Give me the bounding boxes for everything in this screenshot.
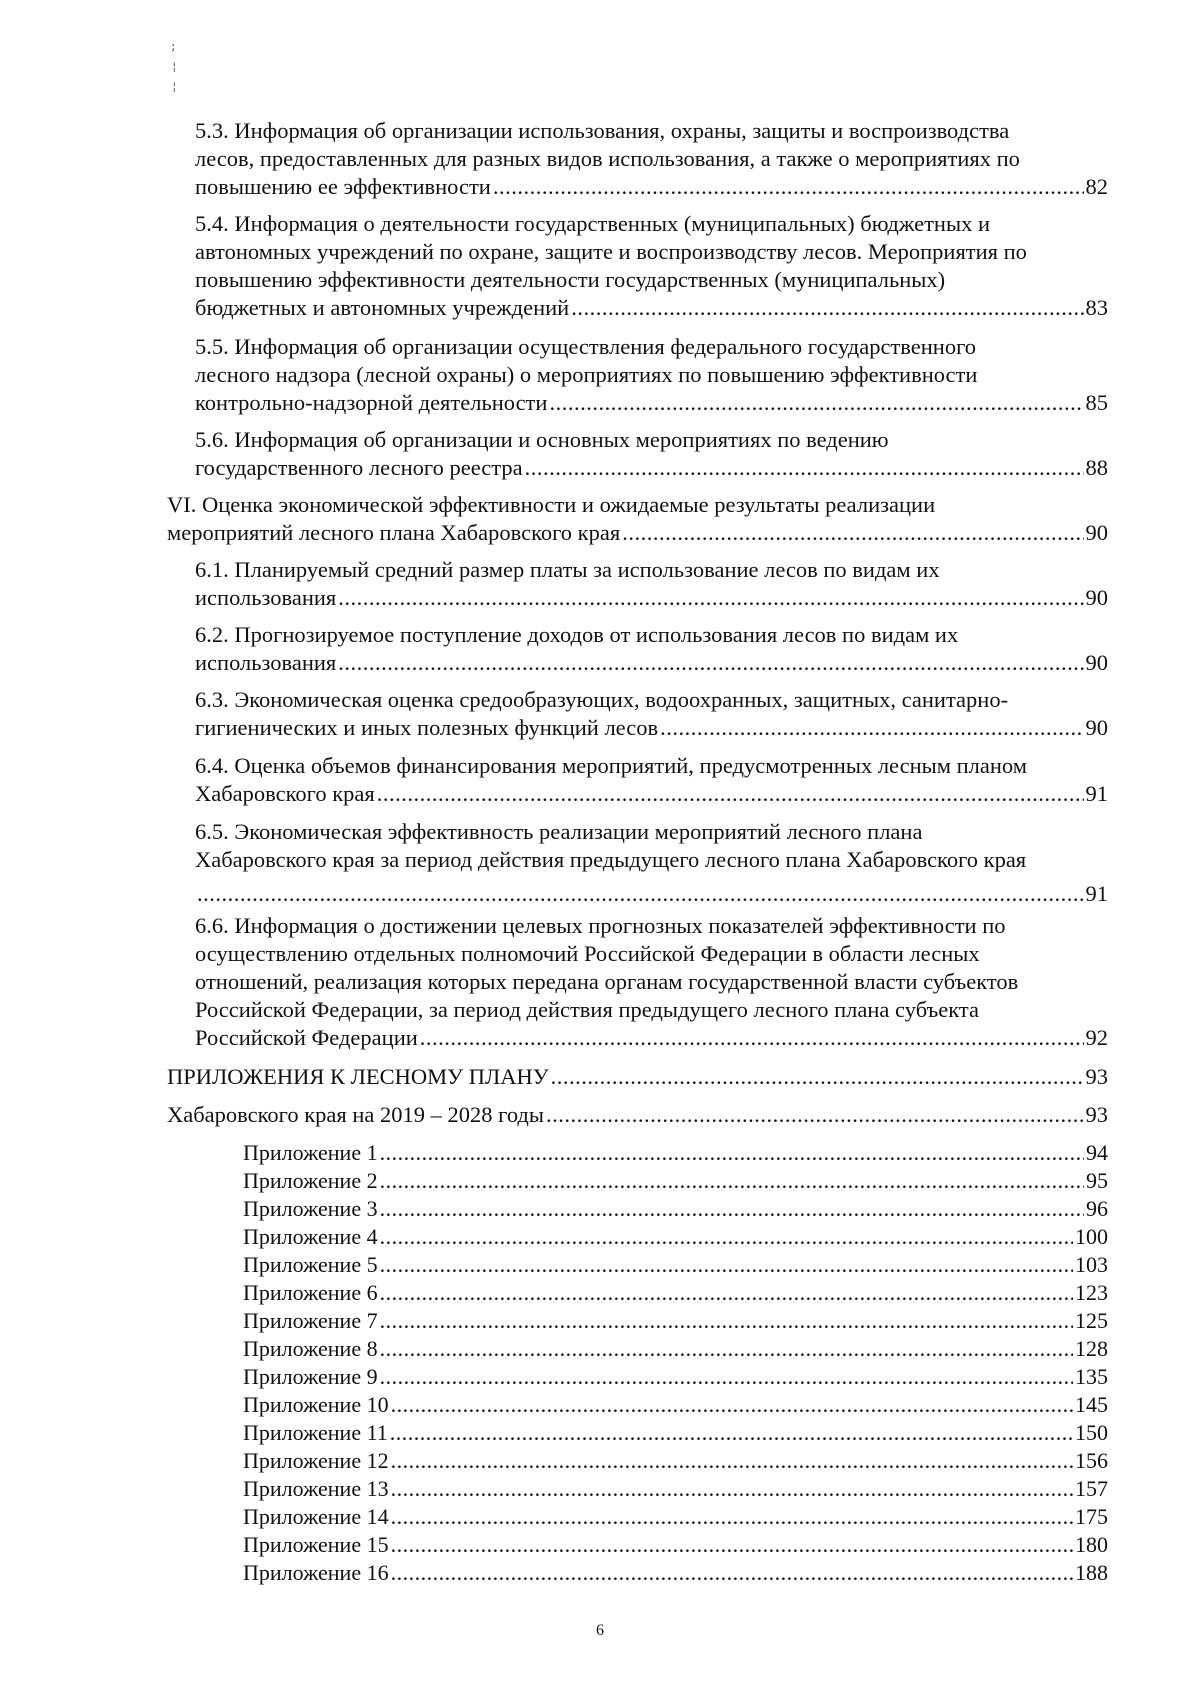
toc-entry-chapter-6 <box>167 491 1108 547</box>
toc-entry-text: гигиенических и иных полезных функций лесов <box>195 715 659 740</box>
dot-leader <box>420 1024 1084 1052</box>
toc-page-number: 175 <box>1075 1504 1108 1529</box>
toc-page-number: 157 <box>1075 1476 1108 1501</box>
toc-entry-text: Хабаровского края за период действия предыдущего лесного плана Хабаровского края <box>195 847 1027 872</box>
toc-page-number: 128 <box>1075 1336 1108 1361</box>
toc-page-number: 90 <box>1085 520 1108 545</box>
dot-leader <box>551 1063 1084 1091</box>
appendix-label: Приложение 10 <box>243 1392 389 1417</box>
toc-entry-6-6 <box>195 912 1108 1052</box>
page-number: 6 <box>596 1622 604 1639</box>
toc-entry-text: автономных учреждений по охране, защите и воспроизводству лесов. Мероприятия по <box>195 239 1027 264</box>
toc-entry-text: бюджетных и автономных учреждений <box>195 295 570 320</box>
list-item <box>243 1307 1108 1335</box>
list-item <box>243 1139 1108 1167</box>
toc-page-number: 188 <box>1075 1560 1108 1585</box>
toc-entry-text: 5.6. Информация об организации и основных мероприятиях по ведению <box>195 427 889 452</box>
dot-leader <box>338 584 1083 612</box>
toc-entry-6-5 <box>195 818 1108 908</box>
toc-entry-5-3 <box>195 117 1108 201</box>
toc-page-number: 180 <box>1075 1532 1108 1557</box>
dot-leader <box>391 1475 1073 1503</box>
dot-leader <box>622 519 1083 547</box>
appendix-label: Приложение 13 <box>243 1476 389 1501</box>
toc-page-number: 82 <box>1085 174 1108 199</box>
toc-page-number: 95 <box>1086 1168 1108 1193</box>
toc-entry-text: Хабаровского края <box>195 781 375 806</box>
list-item <box>243 1223 1108 1251</box>
toc-entry-6-4 <box>195 752 1108 808</box>
toc-entry-text: 6.6. Информация о достижении целевых прогнозных показателей эффективности по <box>195 913 1006 938</box>
list-item <box>243 1251 1108 1279</box>
dot-leader <box>380 1307 1073 1335</box>
toc-entry-text: Российской Федерации, за период действия предыдущего лесного плана субъекта <box>195 997 979 1022</box>
toc-page-number: 93 <box>1085 1064 1108 1089</box>
toc-page-number: 91 <box>1085 781 1108 806</box>
list-item <box>243 1391 1108 1419</box>
toc-page-number: 103 <box>1075 1252 1108 1277</box>
dot-leader <box>380 1223 1073 1251</box>
appendix-label: Приложение 8 <box>243 1336 378 1361</box>
toc-page-number: 156 <box>1075 1448 1108 1473</box>
dot-leader <box>493 173 1084 201</box>
toc-entry-text: повышению ее эффективности <box>195 174 491 199</box>
toc-page-number: 123 <box>1075 1280 1108 1305</box>
toc-page-number: 90 <box>1085 585 1108 610</box>
toc-entry-text: мероприятий лесного плана Хабаровского края <box>167 520 621 545</box>
toc-entry-text: контрольно-надзорной деятельности <box>195 390 548 415</box>
toc-entry-6-3 <box>195 686 1108 742</box>
appendix-label: Приложение 9 <box>243 1364 378 1389</box>
appendix-label: Приложение 14 <box>243 1504 389 1529</box>
list-item <box>243 1503 1108 1531</box>
toc-page-number: 90 <box>1085 650 1108 675</box>
appendix-label: Приложение 5 <box>243 1252 378 1277</box>
appendix-label: Приложение 12 <box>243 1448 389 1473</box>
scan-speck: ¦ <box>171 60 178 73</box>
toc-entry-appendices-subtitle <box>167 1101 1108 1129</box>
list-item <box>243 1559 1108 1587</box>
toc-page-number: 92 <box>1085 1025 1108 1050</box>
toc-entry-text: 6.5. Экономическая эффективность реализации мероприятий лесного плана <box>195 819 923 844</box>
list-item <box>243 1531 1108 1559</box>
toc-page-number: 91 <box>1085 881 1108 906</box>
toc-page-number: 96 <box>1086 1196 1108 1221</box>
appendix-label: Приложение 6 <box>243 1280 378 1305</box>
toc-entry-text: использования <box>195 585 337 610</box>
dot-leader <box>391 1559 1073 1587</box>
toc-page-number: 145 <box>1075 1392 1108 1417</box>
dot-leader <box>571 294 1083 322</box>
toc-entry-text: Хабаровского края на 2019 – 2028 годы <box>167 1102 544 1127</box>
toc-entry-text: ПРИЛОЖЕНИЯ К ЛЕСНОМУ ПЛАНУ <box>167 1064 549 1089</box>
dot-leader <box>549 389 1083 417</box>
toc-entry-text: осуществлению отдельных полномочий Российской Федерации в области лесных <box>195 941 980 966</box>
appendix-label: Приложение 15 <box>243 1532 389 1557</box>
list-item <box>243 1447 1108 1475</box>
toc-entry-text: отношений, реализация которых передана органам государственной власти субъектов <box>195 969 1019 994</box>
toc-page-number: 85 <box>1085 390 1108 415</box>
list-item <box>243 1335 1108 1363</box>
toc-page-number: 150 <box>1075 1420 1108 1445</box>
toc-entry-text: лесов, предоставленных для разных видов использования, а также о мероприятиях по <box>195 146 1020 171</box>
toc-entry-text: 5.4. Информация о деятельности государственных (муниципальных) бюджетных и <box>195 211 990 236</box>
list-item <box>243 1195 1108 1223</box>
toc-entry-text: 6.2. Прогнозируемое поступление доходов от использования лесов по видам их <box>195 622 959 647</box>
dot-leader <box>391 1531 1073 1559</box>
toc-entry-text: 6.3. Экономическая оценка средообразующих, водоохранных, защитных, санитарно- <box>195 687 1009 712</box>
list-item <box>243 1363 1108 1391</box>
toc-page-number: 90 <box>1085 715 1108 740</box>
toc-page-number: 93 <box>1085 1102 1108 1127</box>
toc-entry-text: 5.5. Информация об организации осуществления федерального государственного <box>195 334 977 359</box>
appendix-label: Приложение 3 <box>243 1196 378 1221</box>
toc-page-number: 125 <box>1075 1308 1108 1333</box>
toc-entry-5-6 <box>195 426 1108 482</box>
toc-page-number: 94 <box>1086 1140 1108 1165</box>
toc-entry-text: 5.3. Информация об организации использования, охраны, защиты и воспроизводства <box>195 118 1010 143</box>
toc-entry-text: государственного лесного реестра <box>195 455 523 480</box>
dot-leader <box>380 1167 1084 1195</box>
toc-page-number: 88 <box>1085 455 1108 480</box>
appendix-label: Приложение 2 <box>243 1168 378 1193</box>
toc-entry-text: 6.1. Планируемый средний размер платы за использование лесов по видам их <box>195 557 940 582</box>
dot-leader <box>338 649 1083 677</box>
toc-page-number: 83 <box>1085 295 1108 320</box>
toc-entry-text: 6.4. Оценка объемов финансирования мероприятий, предусмотренных лесным планом <box>195 753 1027 778</box>
appendix-list <box>243 1139 1108 1587</box>
toc-entry-text: Российской Федерации <box>195 1025 418 1050</box>
dot-leader <box>380 1139 1084 1167</box>
appendix-label: Приложение 11 <box>243 1420 388 1445</box>
appendix-label: Приложение 16 <box>243 1560 389 1585</box>
dot-leader <box>380 1195 1084 1223</box>
toc-entry-6-2 <box>195 621 1108 677</box>
list-item <box>243 1419 1108 1447</box>
dot-leader <box>525 454 1084 482</box>
dot-leader <box>546 1101 1084 1129</box>
toc-entry-text: VI. Оценка экономической эффективности и ожидаемые результаты реализации <box>167 492 936 517</box>
dot-leader <box>377 780 1084 808</box>
dot-leader <box>391 1447 1073 1475</box>
dot-leader <box>660 714 1083 742</box>
toc-entry-appendices <box>167 1063 1108 1091</box>
dot-leader <box>391 1503 1073 1531</box>
dot-leader <box>380 1363 1073 1391</box>
dot-leader <box>380 1251 1073 1279</box>
list-item <box>243 1167 1108 1195</box>
appendix-label: Приложение 1 <box>243 1140 378 1165</box>
toc-entry-text: использования <box>195 650 337 675</box>
dot-leader <box>391 1391 1073 1419</box>
toc-page-number: 135 <box>1075 1364 1108 1389</box>
dot-leader <box>380 1279 1073 1307</box>
toc-entry-5-5 <box>195 333 1108 417</box>
toc-entry-text: лесного надзора (лесной охраны) о мероприятиях по повышению эффективности <box>195 362 978 387</box>
appendix-label: Приложение 7 <box>243 1308 378 1333</box>
dot-leader <box>380 1335 1073 1363</box>
dot-leader <box>390 1419 1073 1447</box>
toc-entry-5-4 <box>195 210 1108 322</box>
scan-speck: ; <box>170 40 177 53</box>
scan-speck: ¦ <box>171 80 178 93</box>
toc-entry-text: повышению эффективности деятельности государственных (муниципальных) <box>195 267 946 292</box>
toc-entry-6-1 <box>195 556 1108 612</box>
toc-page-number: 100 <box>1075 1224 1108 1249</box>
appendix-label: Приложение 4 <box>243 1224 378 1249</box>
list-item <box>243 1279 1108 1307</box>
list-item <box>243 1475 1108 1503</box>
dot-leader <box>197 880 1084 908</box>
